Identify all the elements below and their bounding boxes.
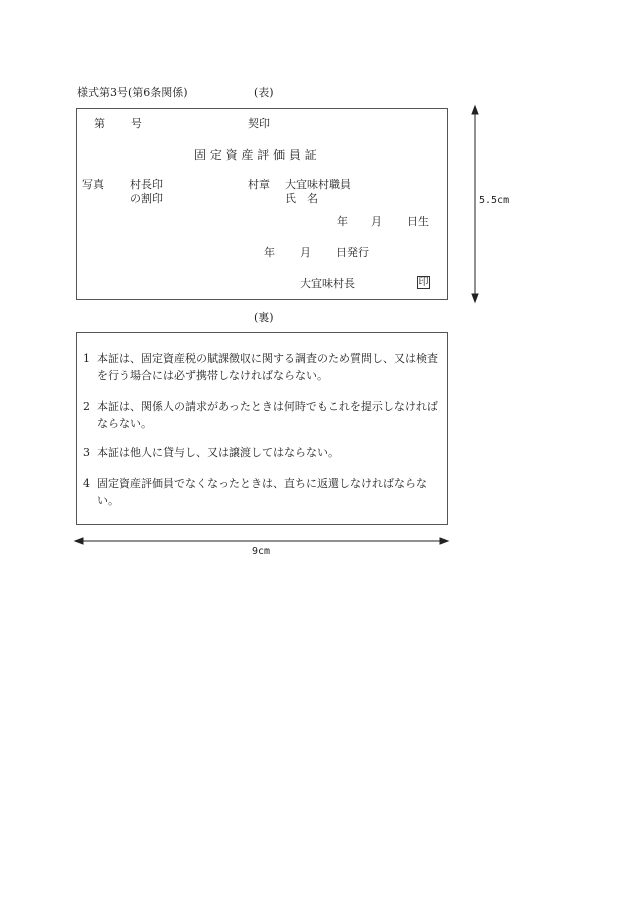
height-arrow-top-head	[472, 106, 478, 114]
width-arrow-right-head	[440, 538, 448, 544]
name-label: 氏 名	[285, 192, 318, 205]
height-label: 5.5cm	[479, 195, 510, 206]
note-4-text: 固定資産評価員でなくなったときは、直ちに返還しなければならない。	[97, 477, 427, 507]
width-label: 9cm	[252, 546, 271, 557]
sonchoin-line1: 村長印	[130, 178, 163, 191]
birth-year: 年	[337, 215, 348, 228]
back-label: (裏)	[254, 311, 274, 324]
issue-month: 月	[300, 246, 311, 259]
keiin-label: 契印	[248, 117, 270, 130]
note-2-text: 本証は、関係人の請求があったときは何時でもこれを提示しなければならない。	[97, 400, 438, 430]
sonsho-label: 村章	[248, 178, 270, 191]
issue-day: 日発行	[336, 246, 369, 259]
staff-title: 大宜味村職員	[285, 178, 351, 191]
sonchoin-line2: の割印	[130, 192, 163, 205]
seal-box: 印	[418, 277, 429, 288]
mayor-label: 大宜味村長	[300, 277, 355, 290]
note-1-text: 本証は、固定資産税の賦課徴収に関する調査のため質問し、又は検査を行う場合には必ず携帯しなければならない。	[97, 352, 438, 382]
form-label: 様式第3号(第6条関係)	[77, 86, 188, 99]
height-arrow-bottom-head	[472, 294, 478, 302]
width-arrow-left-head	[75, 538, 83, 544]
note-1-number: 1	[83, 352, 90, 365]
note-2-number: 2	[83, 400, 90, 413]
issue-year: 年	[264, 246, 275, 259]
note-3-text: 本証は他人に貸与し、又は譲渡してはならない。	[97, 446, 339, 459]
birth-month: 月	[371, 215, 382, 228]
go-label: 号	[131, 117, 142, 130]
photo-label: 写真	[82, 178, 104, 191]
birth-day: 日生	[407, 215, 429, 228]
note-3-number: 3	[83, 446, 90, 459]
front-label: (表)	[254, 86, 274, 99]
dai-label: 第	[94, 117, 105, 130]
card-title: 固 定 資 産 評 価 員 証	[194, 148, 317, 162]
note-4-number: 4	[83, 477, 90, 490]
